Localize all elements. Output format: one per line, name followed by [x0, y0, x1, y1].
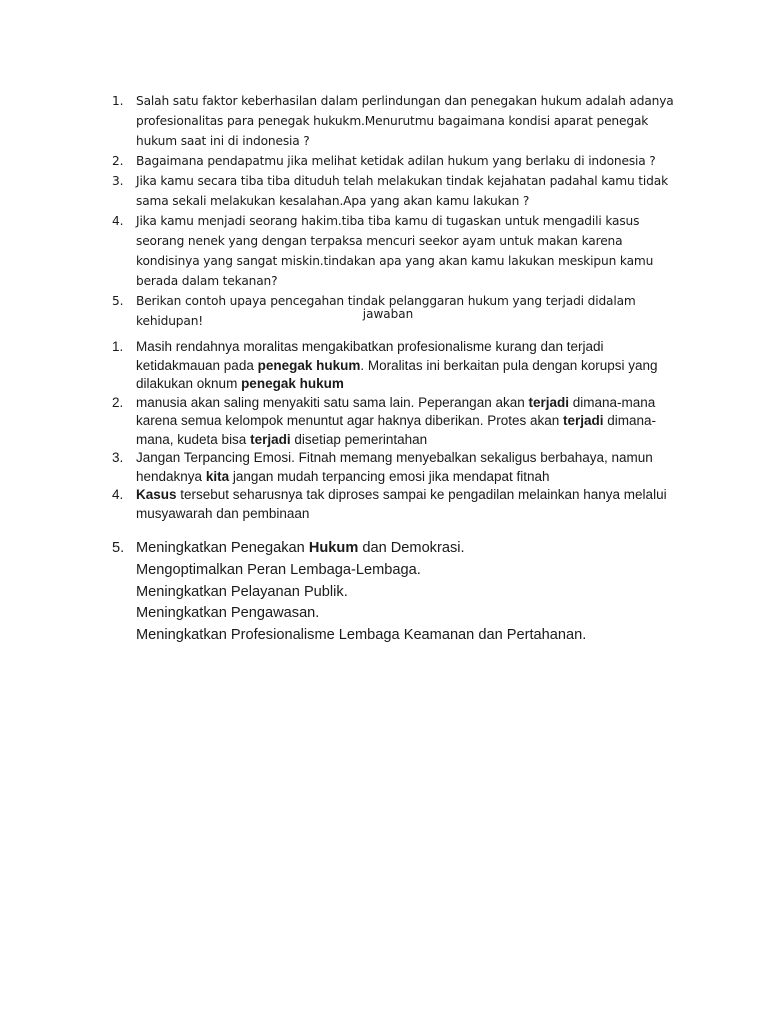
answer-item — [112, 486, 682, 523]
answer-line: Meningkatkan Profesionalisme Lembaga Keamanan dan Pertahanan. — [136, 627, 587, 644]
answer-text: dimana-mana karena semua kelompok menuntut agar haknya diberikan. Protes akan — [136, 394, 656, 428]
answer-bold-term: penegak hukum — [257, 357, 361, 373]
answer-heading: jawaban — [362, 307, 414, 321]
answer-item — [112, 394, 682, 450]
question-text: Jika kamu secara tiba tiba dituduh telah melakukan tindak kejahatan padahal kamu tidak sama sekali melakukan kesalahan.Apa yang akan kamu lakukan ? — [136, 174, 668, 208]
answer-number: 3. — [112, 450, 124, 465]
answer-text: disetiap pemerintahan — [290, 431, 428, 447]
answer-item-5 — [112, 538, 692, 647]
answer-bold-term: terjadi — [250, 431, 291, 447]
question-list — [112, 91, 682, 331]
answer-line: Meningkatkan Pengawasan. — [136, 605, 320, 622]
question-item — [112, 91, 682, 151]
answer-text: dan Demokrasi. — [358, 540, 465, 556]
answer-line: Meningkatkan Pelayanan Publik. — [136, 583, 348, 600]
answer-text: Jangan Terpancing Emosi. Fitnah memang menyebalkan sekaligus berbahaya, namun hendaknya — [136, 450, 653, 484]
answer-bold-term: terjadi — [563, 413, 604, 428]
answer-text: tersebut seharusnya tak diproses sampai ke pengadilan melainkan hanya melalui musyawarah dan pembinaan — [136, 487, 667, 521]
question-text: Salah satu faktor keberhasilan dalam perlindungan dan penegakan hukum adalah adanya profesionalitas para penegak hukukm.Menurutmu bagaimana kondisi aparat penegak hukum saat ini di indonesia ? — [136, 94, 674, 148]
answer-text: dimana-mana, kudeta bisa — [136, 413, 657, 447]
question-number: 5. — [112, 294, 124, 308]
question-number: 1. — [112, 94, 124, 108]
question-number: 4. — [112, 214, 124, 228]
question-item — [112, 171, 682, 211]
answer-list — [112, 338, 682, 523]
answer-number: 1. — [112, 339, 124, 354]
answer-text: Meningkatkan Penegakan — [136, 540, 309, 556]
answer-number: 4. — [112, 487, 124, 502]
question-text: Jika kamu menjadi seorang hakim.tiba tiba kamu di tugaskan untuk mengadili kasus seorang nenek yang dengan terpaksa mencuri seekor ayam untuk makan karena kondisinya yang sangat miskin.tindakan apa yang akan kamu lakukan meskipun kamu berada dalam tekanan? — [136, 214, 654, 288]
answer-item — [112, 538, 692, 560]
question-number: 2. — [112, 154, 124, 168]
answer-bold-term: kita — [205, 468, 230, 484]
answer-text: jangan mudah terpancing emosi jika mendapat fitnah — [229, 468, 550, 484]
answer-item — [112, 338, 682, 394]
answer-text: manusia akan saling menyakiti satu sama lain. Peperangan akan — [136, 394, 529, 410]
question-number: 3. — [112, 174, 124, 188]
answer-text: . Moralitas ini berkaitan pula dengan korupsi yang dilakukan oknum — [136, 357, 658, 391]
answer-bold-term: Kasus — [136, 487, 177, 502]
answer-bold-term: penegak hukum — [241, 376, 344, 391]
answer-number: 5. — [112, 540, 125, 556]
answer-bold-term: terjadi — [528, 394, 569, 410]
answer-bold-term: Hukum — [308, 540, 359, 556]
question-item — [112, 211, 682, 291]
question-item — [112, 151, 682, 171]
answer-item — [112, 449, 682, 486]
answer-number: 2. — [112, 394, 124, 410]
answer-text: Masih rendahnya moralitas mengakibatkan profesionalisme kurang dan terjadi ketidakmauan pada — [136, 339, 604, 373]
question-text: Bagaimana pendapatmu jika melihat ketidak adilan hukum yang berlaku di indonesia ? — [136, 154, 656, 168]
question-text: Berikan contoh upaya pencegahan tindak pelanggaran hukum yang terjadi didalam kehidupan! — [136, 294, 636, 328]
answer-line: Mengoptimalkan Peran Lembaga-Lembaga. — [136, 561, 421, 578]
